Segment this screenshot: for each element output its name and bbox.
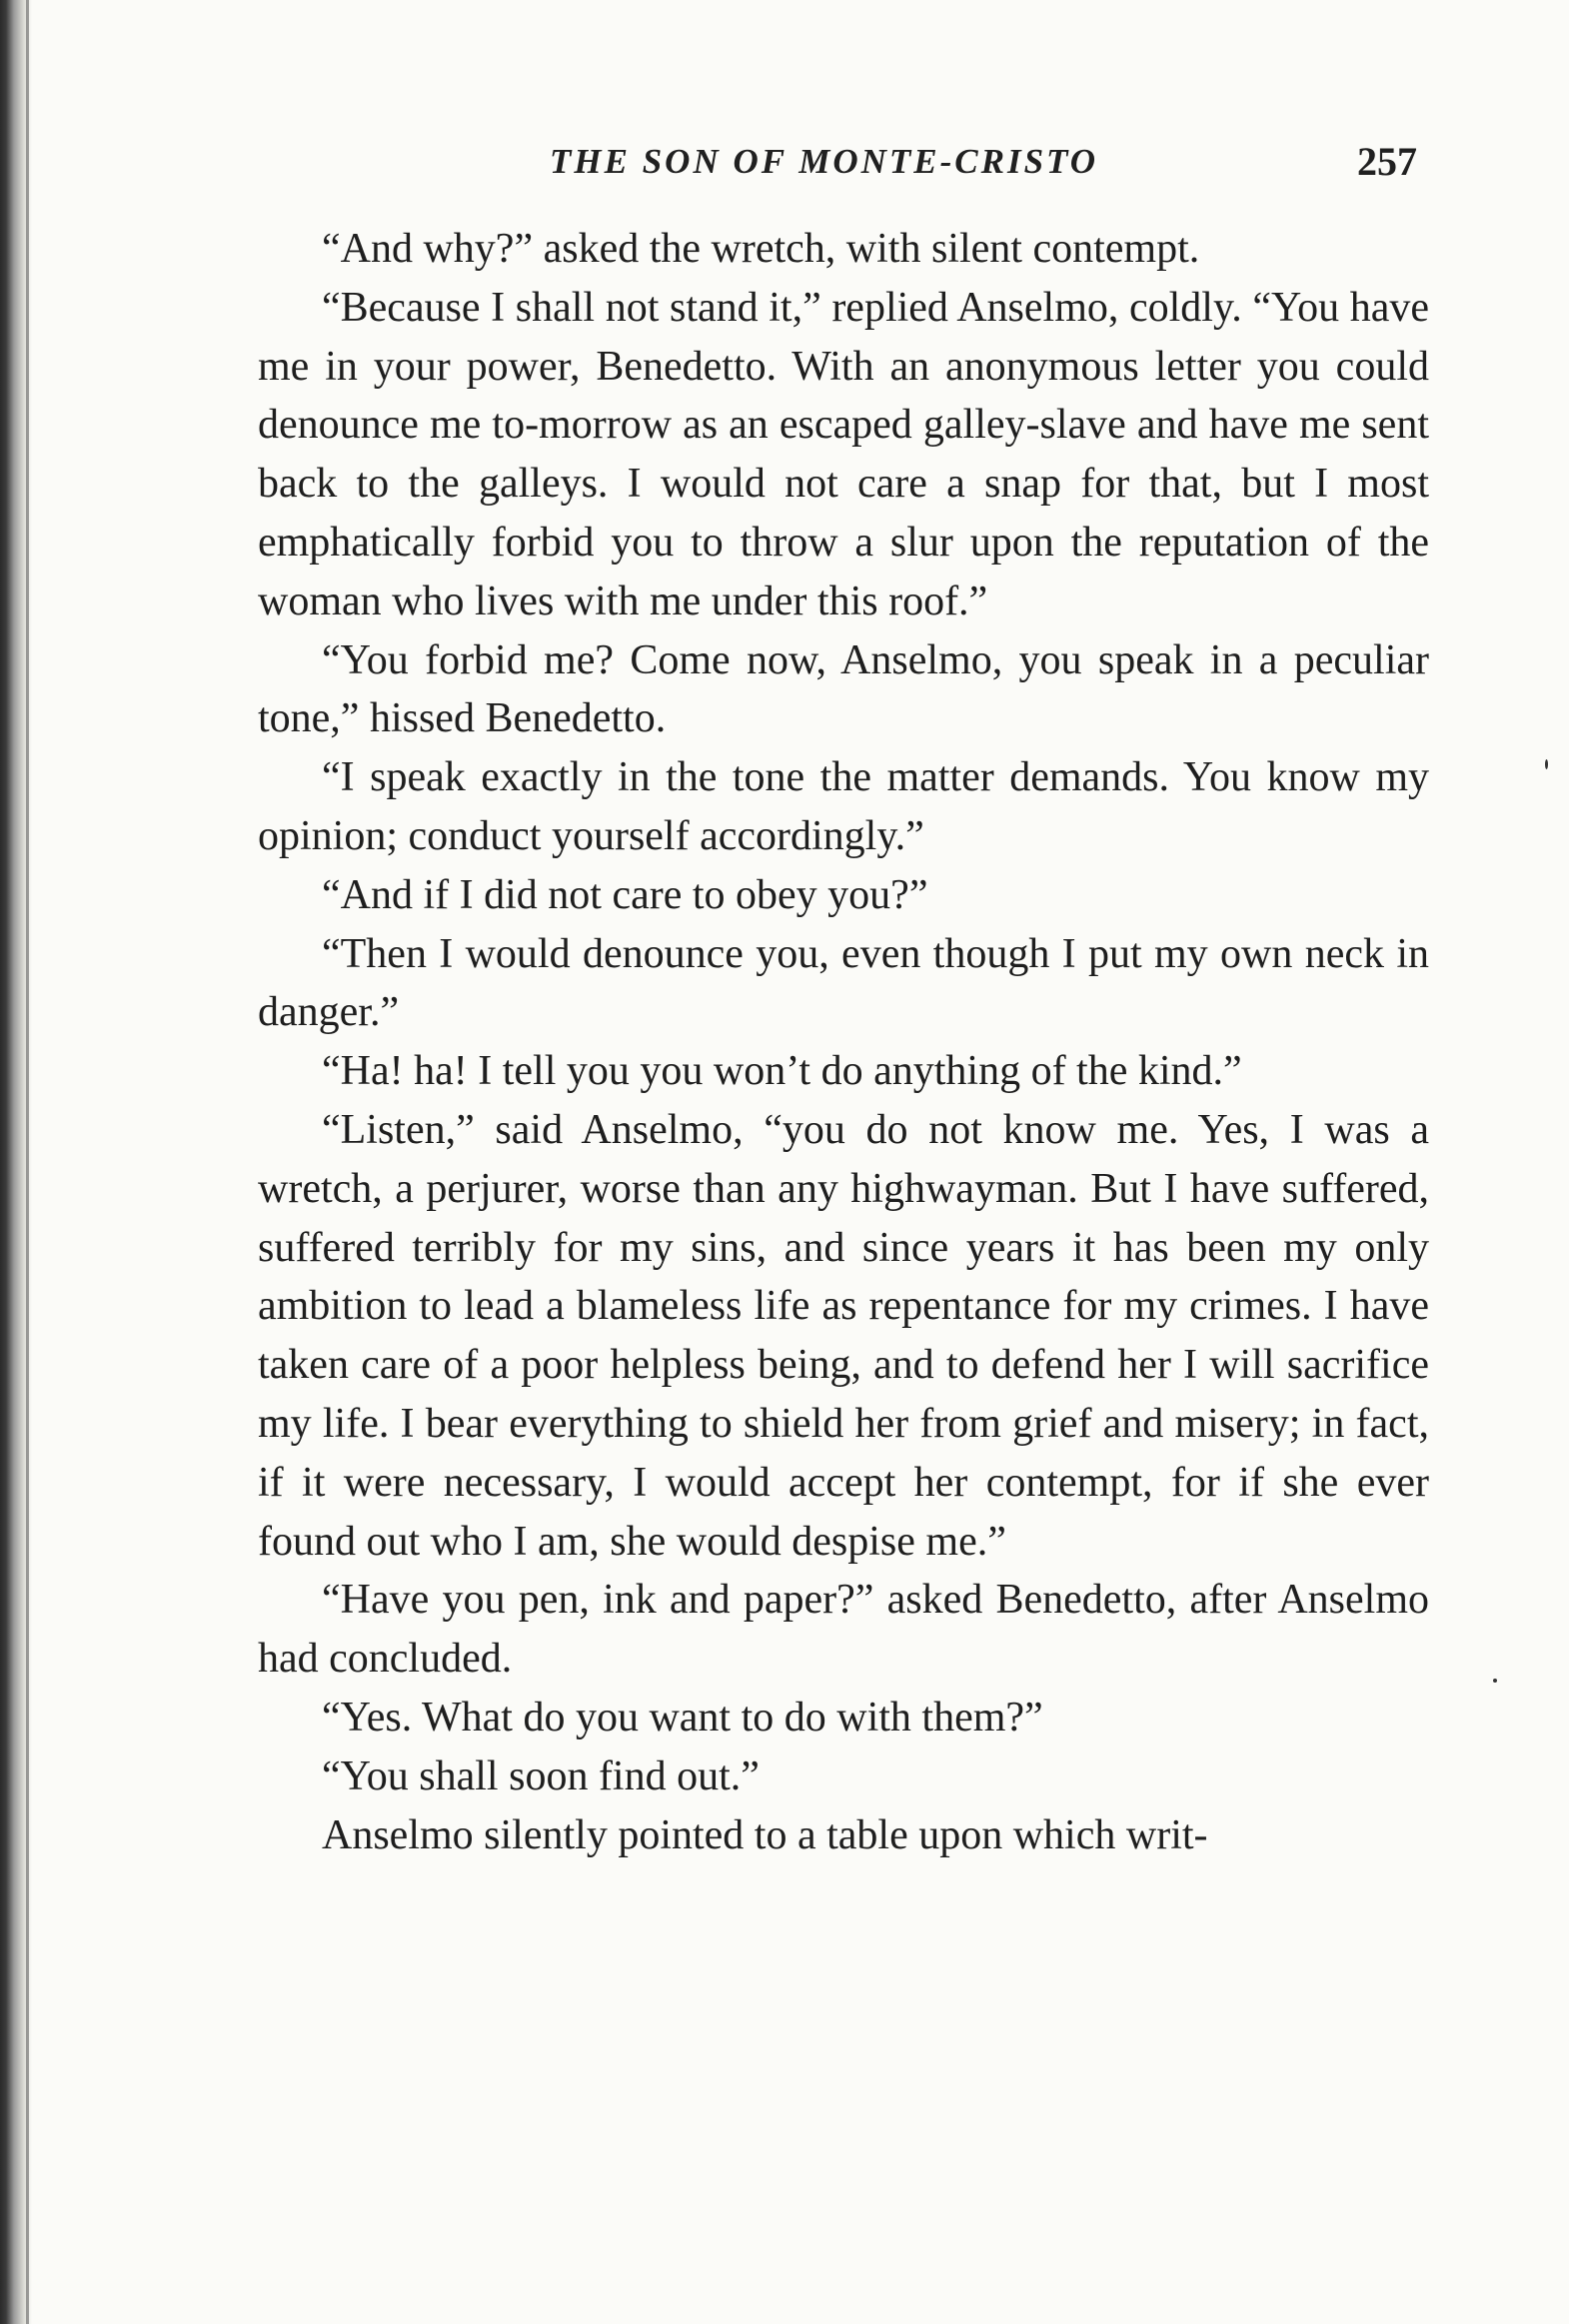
paragraph: “Yes. What do you want to do with them?” — [322, 1694, 1043, 1741]
running-title: THE SON OF MONTE-CRISTO — [550, 142, 1099, 181]
paragraph: Anselmo silently pointed to a table upon which writ- — [322, 1811, 1208, 1858]
paragraph: “I speak exactly in the tone the matter demands. You know my opinion; conduct yourself accordingly.” — [258, 754, 1429, 859]
paragraph: “And if I did not care to obey you?” — [322, 871, 928, 918]
paragraph: “You shall soon find out.” — [322, 1752, 760, 1799]
binding-gutter-line — [26, 0, 29, 2324]
paragraph: “Ha! ha! I tell you you won’t do anything of the kind.” — [322, 1048, 1242, 1095]
paragraph: “And why?” asked the wretch, with silent contempt. — [322, 226, 1200, 272]
paragraph: “Because I shall not stand it,” replied Anselmo, coldly. “You have me in your power, Benedetto. With an anonymous letter you could denounce me to-morrow as an escaped galley-slave and have me sent back to the galleys. I would not care a snap for that, but I most emphatically forbid you to throw a slur upon the reputation of the woman who lives with me under this roof.” — [258, 284, 1429, 624]
running-head — [0, 139, 1569, 202]
print-speck — [1545, 759, 1548, 769]
paragraph: “Have you pen, ink and paper?” asked Benedetto, after Anselmo had concluded. — [258, 1577, 1429, 1683]
paragraph: “Then I would denounce you, even though I put my own neck in danger.” — [258, 930, 1429, 1036]
paragraph: “You forbid me? Come now, Anselmo, you speak in a peculiar tone,” hissed Benedetto. — [258, 636, 1429, 742]
print-speck — [1493, 1679, 1497, 1683]
page-number: 257 — [1357, 139, 1417, 184]
body-text — [258, 220, 1429, 1864]
paragraph: “Listen,” said Anselmo, “you do not know me. Yes, I was a wretch, a perjurer, worse than any highwayman. But I have suffered, suffered terribly for my sins, and since years it has been my only ambition to lead a blameless life as repentance for my crimes. I have taken care of a poor helpless being, and to defend her I will sacrifice my life. I bear everything to shield her from grief and misery; in fact, if it were necessary, I would accept her contempt, for if she ever found out who I am, she would despise me.” — [258, 1106, 1429, 1565]
